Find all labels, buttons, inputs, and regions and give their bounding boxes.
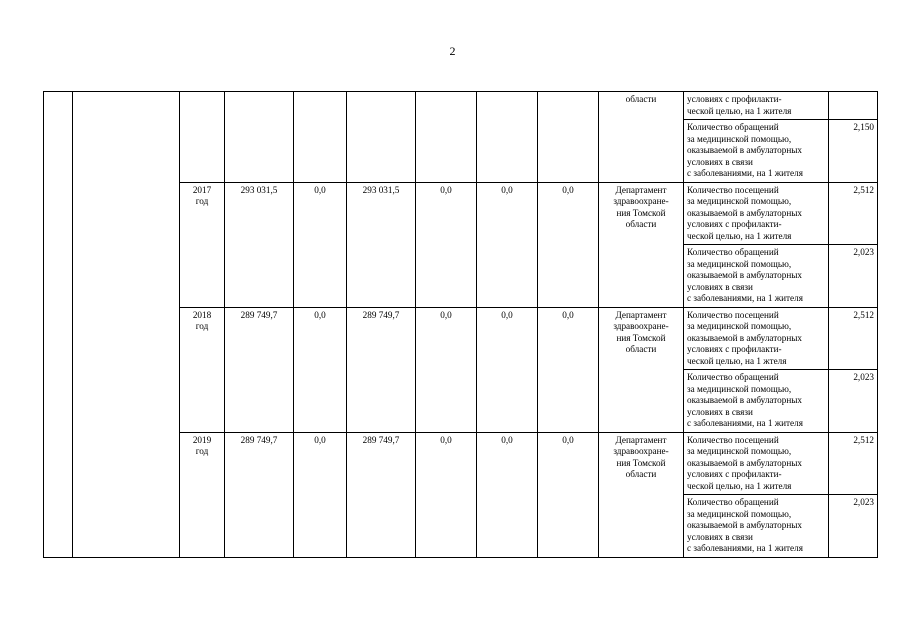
value-cell: 293 031,5	[347, 182, 416, 307]
value-cell: 0,0	[538, 432, 599, 557]
value-cell	[294, 92, 347, 183]
total-cell: 293 031,5	[225, 182, 294, 307]
department-cell: Департамент здравоохране- ния Томской области	[599, 182, 684, 307]
year-cell: 2019 год	[180, 432, 225, 557]
indicator-cell: Количество обращений за медицинской помощью, оказываемой в амбулаторных условиях в связи с заболеваниями, на 1 жителя	[684, 120, 829, 183]
indicator-value-cell: 2,512	[829, 432, 878, 495]
indicator-value-cell	[829, 92, 878, 120]
indicator-cell: Количество посещений за медицинской помощью, оказываемой в амбулаторных условиях с профилакти- ческой целью, на 1 жтеля	[684, 307, 829, 370]
value-cell	[477, 92, 538, 183]
total-cell	[225, 92, 294, 183]
page-number: 2	[449, 44, 456, 58]
indicator-value-cell: 2,023	[829, 370, 878, 433]
indicator-cell: Количество посещений за медицинской помощью, оказываемой в амбулаторных условиях с профилакти- ческой целью, на 1 жителя	[684, 182, 829, 245]
value-cell: 0,0	[416, 432, 477, 557]
indicator-cell: Количество обращений за медицинской помощью, оказываемой в амбулаторных условиях в связи с заболеваниями, на 1 жителя	[684, 245, 829, 308]
indicator-value-cell: 2,023	[829, 495, 878, 558]
year-cell	[180, 92, 225, 183]
budget-table	[43, 91, 878, 558]
indicator-value-cell: 2,150	[829, 120, 878, 183]
value-cell: 0,0	[416, 307, 477, 432]
indicator-cell: Количество обращений за медицинской помощью, оказываемой в амбулаторных условиях в связи с заболеваниями, на 1 жителя	[684, 370, 829, 433]
year-cell: 2018 год	[180, 307, 225, 432]
value-cell: 0,0	[294, 182, 347, 307]
value-cell: 0,0	[294, 307, 347, 432]
number-cell	[44, 92, 73, 558]
table-row	[44, 92, 878, 120]
indicator-value-cell: 2,512	[829, 182, 878, 245]
value-cell: 0,0	[416, 182, 477, 307]
value-cell: 0,0	[538, 307, 599, 432]
value-cell: 0,0	[294, 432, 347, 557]
total-cell: 289 749,7	[225, 307, 294, 432]
value-cell: 289 749,7	[347, 307, 416, 432]
measure-name-cell	[73, 92, 180, 558]
indicator-cell: условиях с профилакти- ческой целью, на 1 жителя	[684, 92, 829, 120]
indicator-cell: Количество посещений за медицинской помощью, оказываемой в амбулаторных условиях с профилакти- ческой целью, на 1 жителя	[684, 432, 829, 495]
indicator-value-cell: 2,512	[829, 307, 878, 370]
department-cell: Департамент здравоохране- ния Томской области	[599, 432, 684, 557]
value-cell: 0,0	[477, 307, 538, 432]
department-cell: Департамент здравоохране- ния Томской области	[599, 307, 684, 432]
value-cell	[347, 92, 416, 183]
total-cell: 289 749,7	[225, 432, 294, 557]
indicator-cell: Количество обращений за медицинской помощью, оказываемой в амбулаторных условиях в связи с заболеваниями, на 1 жителя	[684, 495, 829, 558]
value-cell: 0,0	[477, 432, 538, 557]
value-cell	[416, 92, 477, 183]
year-cell: 2017 год	[180, 182, 225, 307]
value-cell: 0,0	[538, 182, 599, 307]
value-cell	[538, 92, 599, 183]
value-cell: 289 749,7	[347, 432, 416, 557]
indicator-value-cell: 2,023	[829, 245, 878, 308]
department-cell: области	[599, 92, 684, 183]
value-cell: 0,0	[477, 182, 538, 307]
